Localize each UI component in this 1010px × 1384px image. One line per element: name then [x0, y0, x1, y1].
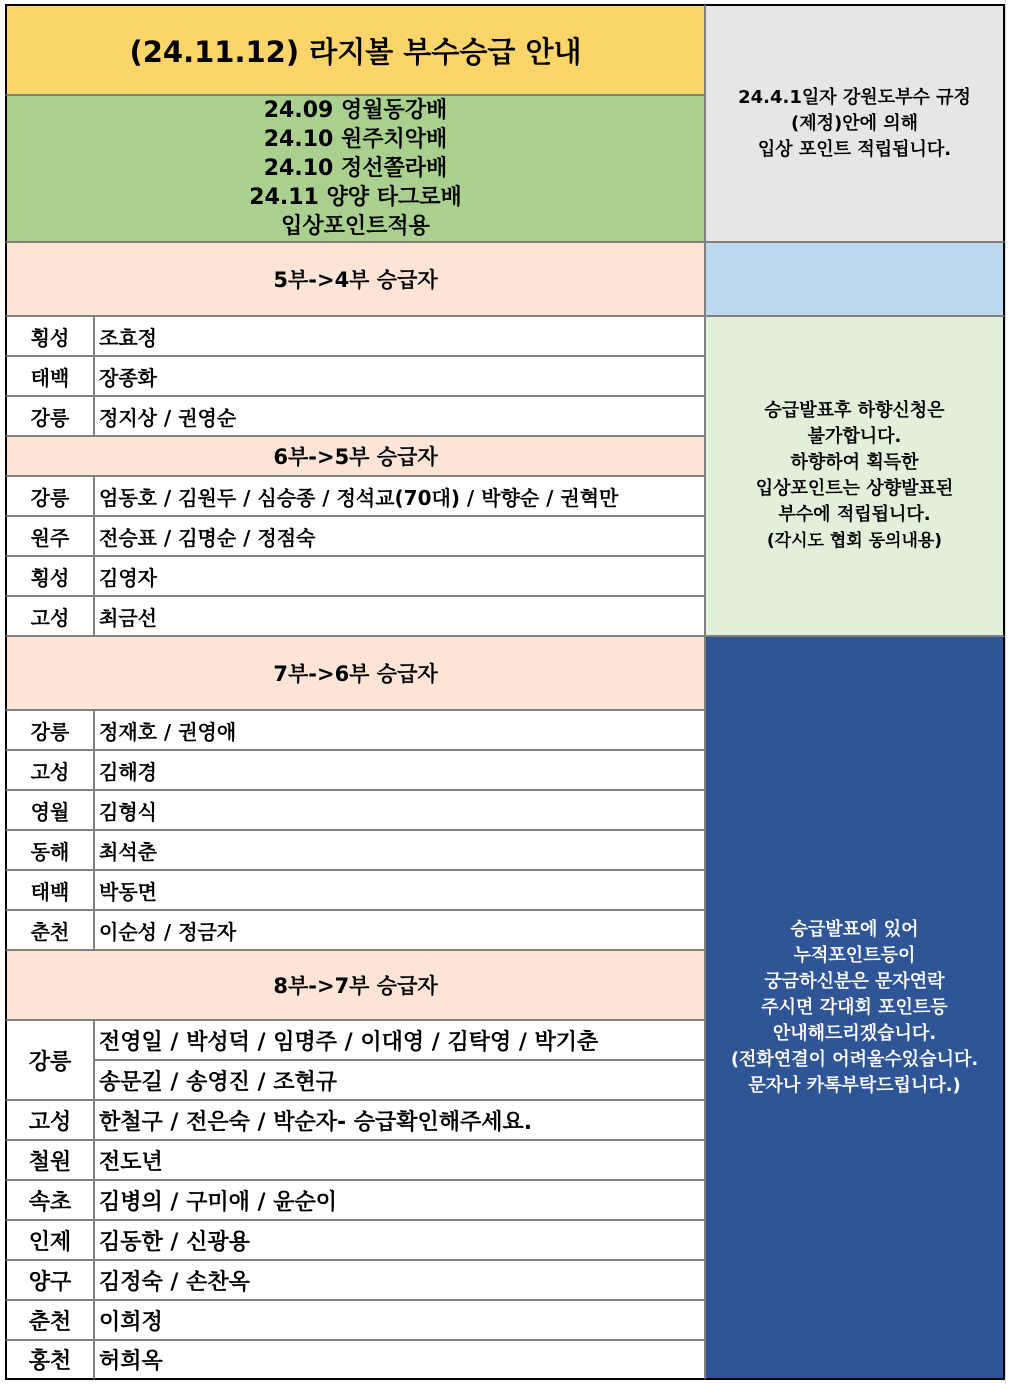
names-cell: 엄동호 / 김원두 / 심승종 / 정석교(70대) / 박향순 / 권혁만: [94, 476, 705, 516]
downgrade-note: [705, 316, 1005, 636]
names-cell: 전도년: [94, 1140, 705, 1180]
names-cell: 허희옥: [94, 1340, 705, 1380]
section-header: 5부->4부 승급자: [5, 242, 705, 316]
event-list: [5, 95, 705, 242]
region-cell: 태백: [5, 356, 94, 396]
names-cell: 전영일 / 박성덕 / 임명주 / 이대영 / 김탁영 / 박기춘: [94, 1020, 705, 1060]
downgrade-note-line: 승급발표후 하향신청은: [764, 400, 945, 421]
region-cell: 춘천: [5, 910, 94, 950]
names-cell: 정재호 / 권영애: [94, 710, 705, 750]
event-item: 입상포인트적용: [281, 214, 430, 239]
sheet-gridline: [1005, 0, 1006, 1384]
names-cell: 김동한 / 신광용: [94, 1220, 705, 1260]
contact-note-line: 주시면 각대회 포인트등: [761, 996, 948, 1018]
event-item: 24.09 영월동강배: [263, 98, 448, 123]
names-cell: 송문길 / 송영진 / 조현규: [94, 1060, 705, 1100]
rule-note: [705, 4, 1005, 242]
region-cell: 인제: [5, 1220, 94, 1260]
names-cell: 장종화: [94, 356, 705, 396]
region-cell: 횡성: [5, 316, 94, 356]
region-cell: 동해: [5, 830, 94, 870]
contact-note-line: 누적포인트등이: [793, 944, 916, 966]
section-header: 6부->5부 승급자: [5, 436, 705, 476]
region-cell: 철원: [5, 1140, 94, 1180]
names-cell: 김병의 / 구미애 / 윤순이: [94, 1180, 705, 1220]
contact-note: [705, 636, 1005, 1380]
region-cell: 춘천: [5, 1300, 94, 1340]
region-cell: 영월: [5, 790, 94, 830]
region-cell: 태백: [5, 870, 94, 910]
contact-note-line: (전화연결이 어려울수있습니다.: [730, 1048, 979, 1070]
event-item: 24.10 정선쫄라배: [263, 156, 448, 181]
names-cell: 이희정: [94, 1300, 705, 1340]
names-cell: 한철구 / 전은숙 / 박순자- 승급확인해주세요.: [94, 1100, 705, 1140]
contact-note-line: 궁금하신분은 문자연락: [764, 970, 945, 992]
event-item: 24.10 원주치악배: [263, 127, 448, 152]
contact-note-line: 안내해드리겠습니다.: [772, 1022, 937, 1044]
blue-band: [705, 242, 1005, 316]
region-cell: 강릉: [5, 396, 94, 436]
region-cell: 홍천: [5, 1340, 94, 1380]
downgrade-note-line: 부수에 적립됩니다.: [778, 504, 931, 525]
region-cell: 고성: [5, 596, 94, 636]
region-cell: 강릉: [5, 476, 94, 516]
section-header: 8부->7부 승급자: [5, 950, 705, 1020]
downgrade-note-line: 불가합니다.: [807, 426, 902, 447]
region-cell: 양구: [5, 1260, 94, 1300]
section-header: 7부->6부 승급자: [5, 636, 705, 710]
names-cell: 김해경: [94, 750, 705, 790]
names-cell: 전승표 / 김명순 / 정점숙: [94, 516, 705, 556]
names-cell: 이순성 / 정금자: [94, 910, 705, 950]
downgrade-note-line: 하향하여 획득한: [790, 452, 919, 473]
names-cell: 김정숙 / 손찬옥: [94, 1260, 705, 1300]
page-title: (24.11.12) 라지볼 부수승급 안내: [5, 4, 705, 95]
names-cell: 최금선: [94, 596, 705, 636]
downgrade-note-line: (각시도 협회 동의내용): [766, 531, 943, 551]
rule-note-line: (제정)안에 의해: [790, 112, 919, 134]
region-cell: 횡성: [5, 556, 94, 596]
names-cell: 김형식: [94, 790, 705, 830]
region-cell: 고성: [5, 1100, 94, 1140]
contact-note-line: 문자나 카톡부탁드립니다.): [748, 1074, 961, 1096]
contact-note-line: 승급발표에 있어: [790, 918, 919, 940]
region-cell: 고성: [5, 750, 94, 790]
names-cell: 최석춘: [94, 830, 705, 870]
names-cell: 조효정: [94, 316, 705, 356]
names-cell: 박동면: [94, 870, 705, 910]
region-cell: 강릉: [5, 710, 94, 750]
region-cell: 강릉: [5, 1020, 94, 1100]
rule-note-line: 24.4.1일자 강원도부수 규정: [738, 86, 971, 108]
event-item: 24.11 양양 타그로배: [249, 185, 462, 210]
rule-note-line: 입상 포인트 적립됩니다.: [757, 138, 952, 160]
region-cell: 속초: [5, 1180, 94, 1220]
names-cell: 김영자: [94, 556, 705, 596]
names-cell: 정지상 / 권영순: [94, 396, 705, 436]
downgrade-note-line: 입상포인트는 상향발표된: [755, 478, 954, 499]
region-cell: 원주: [5, 516, 94, 556]
